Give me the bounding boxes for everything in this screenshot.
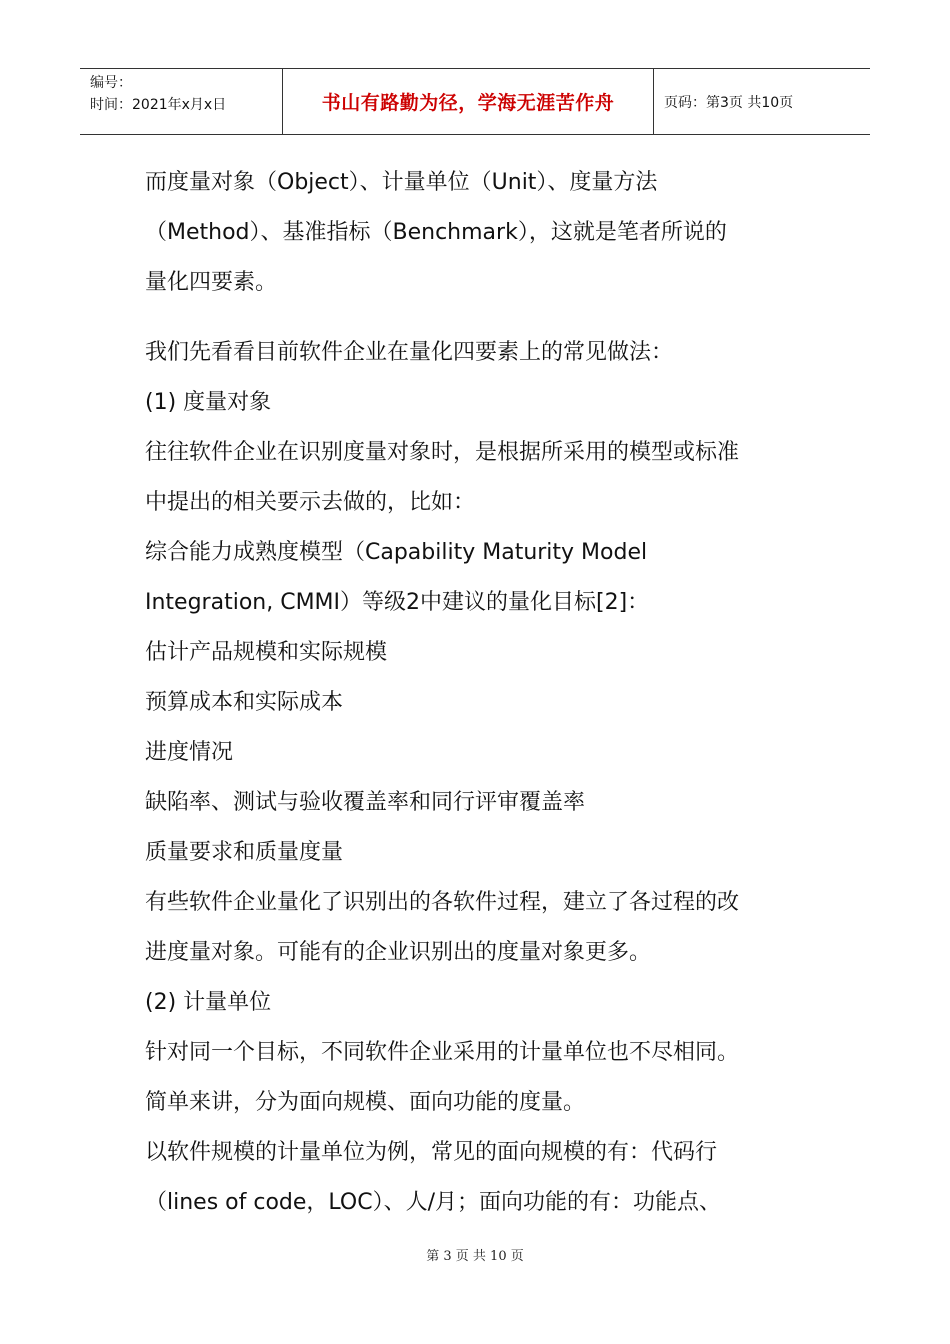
header-number: 编号： <box>90 75 132 91</box>
text-line: 综合能力成熟度模型（Capability Maturity Model <box>145 540 648 565</box>
list-item: 进度情况 <box>145 740 234 765</box>
text-line: 针对同一个目标，不同软件企业采用的计量单位也不尽相同。 <box>145 1040 740 1065</box>
list-item: 质量要求和质量度量 <box>145 840 344 865</box>
text-line: 有些软件企业量化了识别出的各软件过程，建立了各过程的改 <box>145 890 740 915</box>
text-line: 我们先看看目前软件企业在量化四要素上的常见做法： <box>145 340 674 365</box>
list-item: 缺陷率、测试与验收覆盖率和同行评审覆盖率 <box>145 790 586 815</box>
section-heading: (2) 计量单位 <box>145 990 272 1015</box>
text-line: 往往软件企业在识别度量对象时，是根据所采用的模型或标准 <box>145 440 740 465</box>
text-line: 而度量对象（Object）、计量单位（Unit）、度量方法 <box>145 170 658 195</box>
text-line: Integration, CMMI）等级2中建议的量化目标[2]： <box>145 590 650 615</box>
text-line: 量化四要素。 <box>145 270 278 295</box>
text-line: 进度量对象。可能有的企业识别出的度量对象更多。 <box>145 940 652 965</box>
text-line: 以软件规模的计量单位为例，常见的面向规模的有：代码行 <box>145 1140 718 1165</box>
text-line: 中提出的相关要示去做的，比如： <box>145 490 476 515</box>
document-body <box>145 158 825 1228</box>
page-footer: 第 3 页 共 10 页 <box>426 1249 524 1264</box>
section-heading: (1) 度量对象 <box>145 390 272 415</box>
list-item: 估计产品规模和实际规模 <box>145 640 388 665</box>
text-line: 简单来讲，分为面向规模、面向功能的度量。 <box>145 1090 586 1115</box>
page-header <box>80 68 870 135</box>
text-line: （lines of code，LOC）、人/月；面向功能的有：功能点、 <box>145 1190 721 1215</box>
header-page-info: 页码：第3页 共10页 <box>664 94 794 111</box>
header-time: 时间：2021年x月x日 <box>90 97 227 113</box>
text-line: （Method）、基准指标（Benchmark），这就是笔者所说的 <box>145 220 727 245</box>
list-item: 预算成本和实际成本 <box>145 690 344 715</box>
header-meta <box>80 69 282 134</box>
header-motto: 书山有路勤为径，学海无涯苦作舟 <box>282 69 654 134</box>
